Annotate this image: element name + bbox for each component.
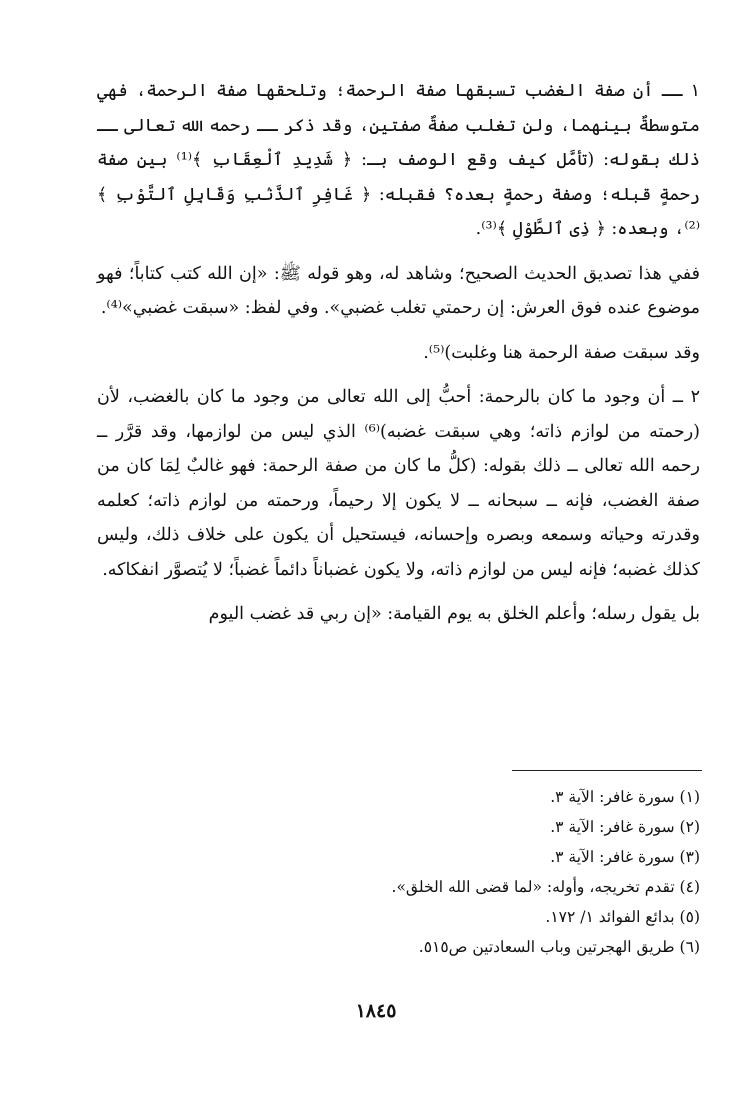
paragraph-3: وقد سبقت صفة الرحمة هنا وغلبت)⁽⁵⁾. — [423, 342, 700, 363]
footnote-3: (٣) سورة غافر: الآية ٣. — [550, 848, 700, 866]
paragraph-5: بل يقول رسله؛ وأعلم الخلق به يوم القيامة: «إن ربي قد غضب اليوم — [208, 604, 700, 624]
footnote-4: (٤) تقدم تخريجه، وأوله: «لما قضى الله الخلق». — [391, 878, 700, 896]
paragraph-2: ففي هذا تصديق الحديث الصحيح؛ وشاهد له، وهو قوله ﷺ: «إن الله كتب كتاباً؛ فهو موضوع عنده فوق العرش: إن رحمتي تغلب غضبي». وفي لفظ: «سبقت غضبي»⁽⁴⁾. — [97, 263, 700, 318]
paragraph-1: ١ ــ أن صفة الغضب تسبقها صفة الرحمة؛ وتلحقها صفة الرحمة، فهي متوسطةٌ بينهما، ولن تغلب صفةٌ صفتين، وقد ذكر ــ رحمه الله تعالى ــ ذلك بقوله: (تأمَّل كيف وقع الوصف بـ: ﴿ شَدِيدِ ٱلْعِقَابِ ﴾⁽¹⁾ بين صفة رحمةٍ قبله؛ وصفة رحمةٍ بعده؟ فقبله: ﴿ غَافِرِ ٱلذَّنۢبِ وَقَابِلِ ٱلتَّوْبِ ﴾⁽²⁾، وبعده: ﴿ ذِى ٱلطَّوْلِ ﴾⁽³⁾. — [97, 81, 700, 239]
page-number: ١٨٤٥ — [355, 1000, 397, 1022]
footnote-2: (٢) سورة غافر: الآية ٣. — [550, 818, 700, 836]
footnote-6: (٦) طريق الهجرتين وباب السعادتين ص٥١٥. — [418, 938, 700, 956]
footnote-divider — [512, 770, 702, 771]
footnote-1: (١) سورة غافر: الآية ٣. — [550, 788, 700, 806]
main-text — [97, 74, 700, 642]
paragraph-4: ٢ ــ أن وجود ما كان بالرحمة: أحبُّ إلى الله تعالى من وجود ما كان بالغضب، لأن (رحمته من لوازم ذاته؛ وهي سبقت غضبه)⁽⁶⁾ الذي ليس من لوازمها، وقد قرَّر ــ رحمه الله تعالى ــ ذلك بقوله: (كلُّ ما كان من صفة الرحمة: فهو غالبٌ لِمَا كان من صفة الغضب، فإنه ــ سبحانه ــ لا يكون إلا رحيماً، ورحمته من لوازم ذاته؛ كعلمه وقدرته وحياته وسمعه وبصره وإحسانه، فيستحيل أن يكون على خلاف ذلك، وليس كذلك غضبه؛ فإنه ليس من لوازم ذاته، ولا يكون غضباناً دائماً غضباً؛ لا يُتصوَّر انفكاكه. — [97, 387, 700, 580]
footnotes-list — [97, 782, 700, 962]
footnote-5: (٥) بدائع الفوائد ١/ ١٧٢. — [545, 908, 700, 926]
